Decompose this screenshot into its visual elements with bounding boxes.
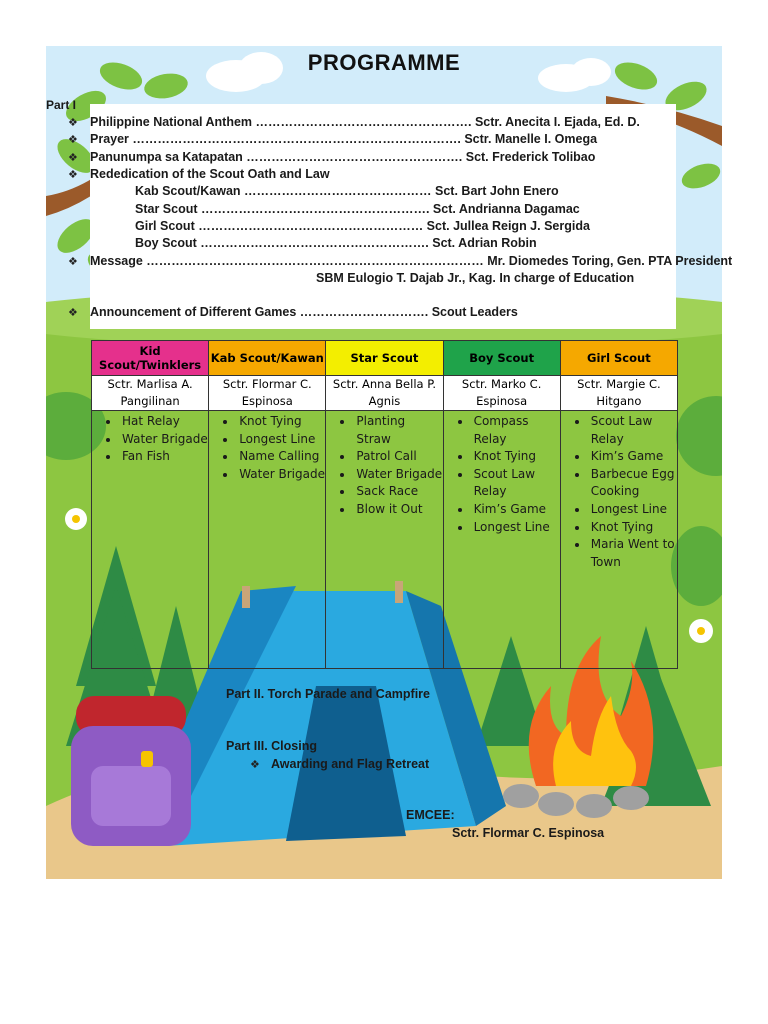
list-item: • Knot Tying	[589, 519, 677, 537]
games-table	[91, 340, 678, 669]
message-item: Message ……………………………………………………………………… Mr. Diomedes Toring, Gen. PTA President	[90, 254, 733, 268]
programme-item: Panunumpa sa Katapatan ……………………………………………. Sct. Frederick Tolibao	[90, 150, 596, 164]
list-item: • Water Brigade	[354, 466, 442, 484]
leader-cell: Sctr. Anna Bella P. Agnis	[326, 376, 443, 411]
header-star-scout: Star Scout	[326, 341, 443, 376]
list-item: • Knot Tying	[237, 413, 325, 431]
list-item: • Water Brigade	[120, 431, 208, 449]
games-list	[326, 413, 442, 519]
message-item-line2: SBM Eulogio T. Dajab Jr., Kag. In charge of Education	[316, 271, 635, 285]
part-two-label: Part II. Torch Parade and Campfire	[226, 687, 430, 701]
programme-sub-item: Kab Scout/Kawan ……………………………………… Sct. Bart John Enero	[135, 184, 559, 198]
list-item: • Water Brigade	[237, 466, 325, 484]
bullet-icon: ❖	[250, 759, 260, 771]
leader-cell: Sctr. Margie C. Hitgano	[560, 376, 677, 411]
part-three-label: Part III. Closing	[226, 739, 317, 753]
games-list	[444, 413, 560, 536]
programme-item: Prayer ……………………………………………………………………. Sctr. Manelle I. Omega	[90, 132, 598, 146]
list-item: • Knot Tying	[472, 448, 560, 466]
closing-item: Awarding and Flag Retreat	[271, 757, 430, 771]
list-item: • Longest Line	[237, 431, 325, 449]
part-one-label: Part I	[46, 98, 77, 112]
header-boy-scout: Boy Scout	[443, 341, 560, 376]
list-item: • Sack Race	[354, 483, 442, 501]
emcee-name: Sctr. Flormar C. Espinosa	[452, 826, 605, 840]
programme-sub-item: Girl Scout ……………………………………………… Sct. Jullea Reign J. Sergida	[135, 219, 590, 233]
leader-cell: Sctr. Marko C. Espinosa	[443, 376, 560, 411]
list-item: • Scout Law Relay	[472, 466, 560, 501]
list-item: • Barbecue Egg Cooking	[589, 466, 677, 501]
games-cell	[92, 411, 209, 669]
list-item: • Hat Relay	[120, 413, 208, 431]
bullet-icon: ❖	[68, 152, 78, 164]
list-item: • Maria Went to Town	[589, 536, 677, 571]
leader-cell: Sctr. Flormar C. Espinosa	[209, 376, 326, 411]
leader-cell: Sctr. Marlisa A. Pangilinan	[92, 376, 209, 411]
games-cell	[326, 411, 443, 669]
emcee-label: EMCEE:	[406, 808, 455, 822]
bullet-icon: ❖	[68, 117, 78, 129]
bullet-icon: ❖	[68, 134, 78, 146]
programme-sub-item: Star Scout ………………………………………………. Sct. Andrianna Dagamac	[135, 202, 580, 216]
header-kid-scout: Kid Scout/Twinklers	[92, 341, 209, 376]
list-item: • Planting Straw	[354, 413, 442, 448]
programme-item: Philippine National Anthem ……………………………………………. Sctr. Anecita I. Ejada, Ed. D.	[90, 115, 640, 129]
list-item: • Fan Fish	[120, 448, 208, 466]
header-girl-scout: Girl Scout	[560, 341, 677, 376]
announcement-item: Announcement of Different Games …………………………. Scout Leaders	[90, 305, 518, 319]
games-list	[92, 413, 208, 466]
list-item: • Longest Line	[472, 519, 560, 537]
list-item: • Kim’s Game	[472, 501, 560, 519]
games-cell	[209, 411, 326, 669]
page-title: PROGRAMME	[307, 50, 461, 75]
list-item: • Name Calling	[237, 448, 325, 466]
backpack-icon	[71, 696, 191, 846]
list-item: • Kim’s Game	[589, 448, 677, 466]
programme-item: Rededication of the Scout Oath and Law	[90, 167, 330, 181]
games-list	[209, 413, 325, 483]
list-item: • Blow it Out	[354, 501, 442, 519]
table-row	[92, 411, 678, 669]
games-cell	[443, 411, 560, 669]
list-item: • Compass Relay	[472, 413, 560, 448]
bullet-icon: ❖	[68, 169, 78, 181]
bullet-icon: ❖	[68, 256, 78, 268]
programme-sub-item: Boy Scout ………………………………………………. Sct. Adrian Robin	[135, 236, 537, 250]
list-item: • Patrol Call	[354, 448, 442, 466]
table-row	[92, 376, 678, 411]
games-list	[561, 413, 677, 571]
list-item: • Scout Law Relay	[589, 413, 677, 448]
bullet-icon: ❖	[68, 307, 78, 319]
table-header-row	[92, 341, 678, 376]
header-kab-scout: Kab Scout/Kawan	[209, 341, 326, 376]
games-cell	[560, 411, 677, 669]
list-item: • Longest Line	[589, 501, 677, 519]
